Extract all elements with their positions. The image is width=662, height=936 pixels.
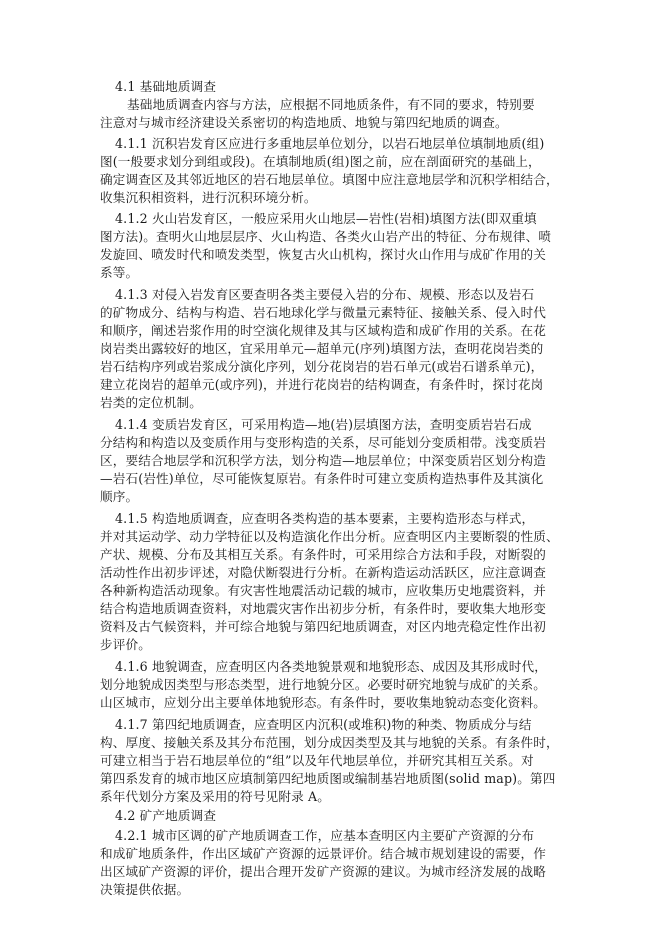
text-line: 决策提供依据。 [100, 882, 190, 897]
text-line: 4.1.3 对侵入岩发育区要查明各类主要侵入岩的分布、规模、形态以及岩石 [115, 287, 535, 302]
text-line: 岩类的定位机制。 [100, 395, 202, 410]
text-line: 4.1 基础地质调查 [115, 79, 217, 94]
text-line: 出区域矿产资源的评价，提出合理开发矿产资源的建议。为城市经济发展的战略 [100, 864, 547, 879]
text-line: 区，要结合地层学和沉积学方法，划分构造—地层单位；中深变质岩区划分构造 [100, 453, 547, 468]
text-line: 4.1.4 变质岩发育区，可采用构造—地(岩)层填图方法，查明变质岩岩石成 [115, 417, 532, 432]
text-line: 并对其运动学、动力学特征以及构造演化作出分析。应查明区内主要断裂的性质、 [100, 529, 559, 544]
text-line: 注意对与城市经济建设关系密切的构造地质、地貌与第四纪地质的调查。 [100, 115, 508, 130]
text-line: 岩石结构序列或岩浆成分演化序列，划分花岗岩的岩石单元(或岩石谱系单元)， [100, 359, 544, 374]
text-line: 4.1.5 构造地质调查，应查明各类构造的基本要素，主要构造形态与样式， [115, 511, 535, 526]
text-line: 第四系发育的城市地区应填制第四纪地质图或编制基岩地质图(solid map)。第四 [100, 771, 556, 786]
text-line: 构、厚度、接触关系及其分布范围，划分成因类型及其与地貌的关系。有条件时， [100, 735, 559, 750]
text-line: 图方法)。查明火山地层层序、火山构造、各类火山岩产出的特征、分布规律、喷 [100, 229, 552, 244]
text-line: 收集沉积相资料，进行沉积环境分析。 [100, 190, 317, 205]
text-line: 系等。 [100, 265, 139, 280]
text-line: 4.1.2 火山岩发育区，一般应采用火山地层—岩性(岩相)填图方法(即双重填 [115, 211, 537, 226]
text-line: 顺序。 [100, 489, 139, 504]
text-line: 4.1.7 第四纪地质调查，应查明区内沉积(或堆积)物的种类、物质成分与结 [115, 717, 532, 732]
text-line: 可建立相当于岩石地层单位的“组”以及年代地层单位，并研究其相互关系。对 [100, 753, 534, 768]
text-line: 步评价。 [100, 637, 151, 652]
text-line: 4.1.1 沉积岩发育区应进行多重地层单位划分，以岩石地层单位填制地质(组) [115, 136, 545, 151]
text-line: 的矿物成分、结构与构造、岩石地球化学与微量元素特征、接触关系、侵入时代 [100, 305, 547, 320]
text-line: 系年代划分方案及采用的符号见附录 A。 [100, 789, 331, 804]
text-line: 确定调查区及其邻近地区的岩石地层单位。填图中应注意地层学和沉积学相结合， [100, 172, 559, 187]
text-line: 划分地貌成因类型与形态类型，进行地貌分区。必要时研究地貌与成矿的关系。 [100, 677, 547, 692]
text-line: —岩石(岩性)单位，尽可能恢复原岩。有条件时可建立变质构造热事件及其演化 [100, 471, 544, 486]
text-line: 山区城市，应划分出主要单体地貌形态。有条件时，要收集地貌动态变化资料。 [100, 695, 547, 710]
text-line: 活动性作出初步评述，对隐伏断裂进行分析。在新构造运动活跃区，应注意调查 [100, 565, 547, 580]
text-line: 产状、规模、分布及其相互关系。有条件时，可采用综合方法和手段，对断裂的 [100, 547, 547, 562]
text-line: 发旋回、喷发时代和喷发类型，恢复古火山机构，探讨火山作用与成矿作用的关 [100, 247, 547, 262]
text-line: 4.2.1 城市区调的矿产地质调查工作，应基本查明区内主要矿产资源的分布 [115, 828, 535, 843]
text-line: 图(一般要求划分到组或段)。在填制地质(组)图之前，应在剖面研究的基础上， [100, 154, 541, 169]
text-line: 4.1.6 地貌调查，应查明区内各类地貌景观和地貌形态、成因及其形成时代， [115, 659, 548, 674]
text-line: 分结构和构造以及变质作用与变形构造的关系，尽可能划分变质相带。浅变质岩 [100, 435, 547, 450]
text-line: 岗岩类出露较好的地区，宜采用单元—超单元(序列)填图方法，查明花岗岩类的 [100, 341, 544, 356]
text-line: 结合构造地质调查资料，对地震灾害作出初步分析，有条件时，要收集大地形变 [100, 601, 547, 616]
text-line: 4.2 矿产地质调查 [115, 808, 217, 823]
text-line: 建立花岗岩的超单元(或序列)，并进行花岗岩的结构调查，有条件时，探讨花岗 [100, 377, 544, 392]
text-line: 和成矿地质条件，作出区域矿产资源的远景评价。结合城市规划建设的需要，作 [100, 846, 547, 861]
text-line: 基础地质调查内容与方法，应根据不同地质条件，有不同的要求，特别要 [127, 97, 535, 112]
text-line: 各种新构造活动现象。有灾害性地震活动记载的城市，应收集历史地震资料，并 [100, 583, 547, 598]
text-line: 资料及古气候资料，并可综合地貌与第四纪地质调查，对区内地壳稳定性作出初 [100, 619, 547, 634]
text-line: 和顺序，阐述岩浆作用的时空演化规律及其与区域构造和成矿作用的关系。在花 [100, 323, 547, 338]
